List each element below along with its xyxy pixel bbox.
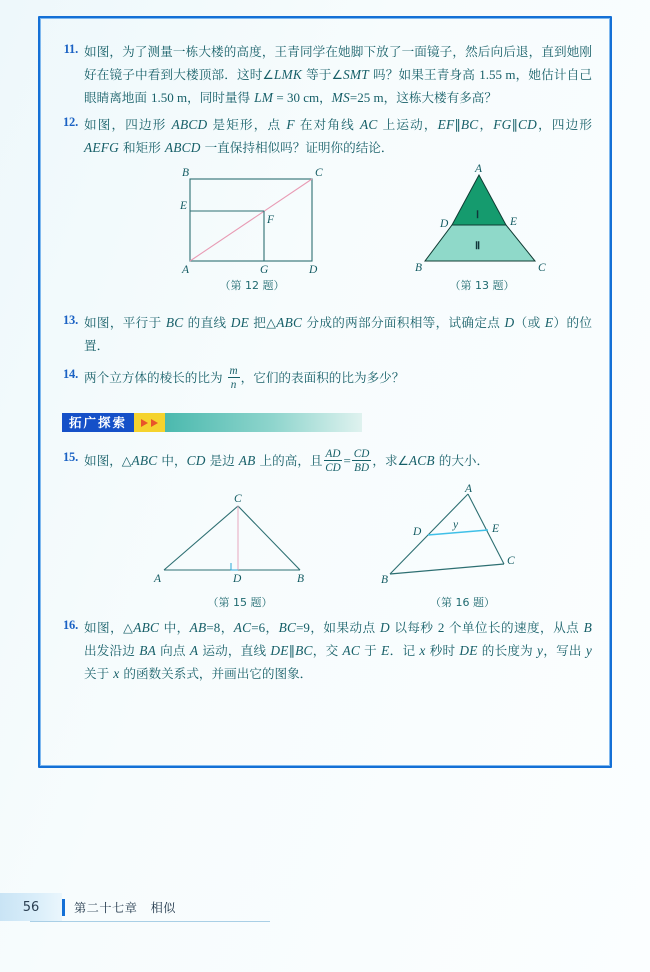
figure-12-label-D: D [309,264,318,275]
figure-12-label-C: C [315,167,323,179]
footer-divider [30,921,270,922]
figure-12-label-A: A [182,264,190,275]
triangle-right-icon [141,419,148,427]
figure-row-15-16 [62,484,592,610]
section-banner [62,413,362,432]
problem-13-text: 如图，平行于 BC 的直线 DE 把△ABC 分成的两部分面积相等，试确定点 D（或 E）的位置． [84,315,592,353]
page-footer [0,893,240,921]
fraction-m-over-n: $\frac{m}{n}$ [229,365,238,392]
problem-11-text: 如图，为了测量一栋大楼的高度，王青同学在她脚下放了一面镜子，然后向后退，直到她刚好在镜子中看到大楼顶部．这时∠LMK 等于∠SMT 吗？如果王青身高 1.55 m，她估计自己眼睛离地面 1.50 m，同时量得 LM = 30 cm，MS=25 m，这栋大楼有多高？ [84,44,593,105]
figure-15 [150,484,330,610]
figure-16-segment-label: y [453,519,459,532]
section-banner-label: 拓广探索 [62,413,134,432]
figure-13-label-D: D [440,218,449,230]
problem-16-number: 16. [62,618,78,633]
figure-15-label-B: B [297,573,305,585]
problem-14 [62,365,592,391]
problem-16-text: 如图，△ABC 中，AB=8，AC=6，BC=9，如果动点 D 以每秒 2 个单位长的速度，从点 B 出发沿边 BA 向点 A 运动，直线 DE∥BC，交 AC 于 E．记 x 秒时 DE 的长度为 y，写出 y 关于 x 的函数关系式，并画出它的图象． [84,620,592,682]
figure-13-region-2: Ⅱ [475,241,481,252]
figure-13-label-E: E [510,216,518,228]
figure-15-caption: （第 15 题） [207,596,273,610]
figure-16 [380,482,545,610]
figure-16-caption: （第 16 题） [430,596,495,610]
problem-12 [62,113,592,159]
figure-12-label-F: F [267,214,275,226]
figure-12 [172,165,332,293]
problem-14-text: 两个立方体的棱长的比为 $\frac{m}{n}$ ，它们的表面积的比为多少？ [84,365,405,392]
problem-15-number: 15. [62,450,78,465]
footer-chapter-title: 相似 [150,900,176,915]
figure-15-label-A: A [154,573,162,585]
section-banner-arrows [134,413,165,432]
figure-16-label-E: E [492,523,500,536]
figure-16-label-A: A [465,483,473,496]
figure-16-label-C: C [507,555,515,568]
figure-13 [407,163,557,293]
figure-16-svg [380,482,545,586]
problem-12-text: 如图，四边形 ABCD 是矩形，点 F 在对角线 AC 上运动，EF∥BC，FG∥CD，四边形 AEFG 和矩形 ABCD 一直保持相似吗？证明你的结论． [84,117,592,155]
footer-accent-bar [62,899,65,916]
problem-15 [62,448,592,474]
figure-12-label-B: B [182,167,190,179]
triangle-right-icon [151,419,158,427]
figure-12-caption: （第 12 题） [219,279,285,292]
problem-12-number: 12. [62,115,78,129]
section-banner-tail [165,413,362,432]
figure-12-svg [172,165,332,275]
exercise-content [62,40,592,689]
problem-15-text: 如图，△ABC 中，CD 是边 AB 上的高，且 $\frac{AD}{CD}$ = $\frac{CD}{BD}$ ，求∠ACB 的大小． [84,448,490,475]
figure-13-label-C: C [538,262,546,274]
problem-14-number: 14. [62,367,78,381]
problem-13 [62,311,592,357]
figure-13-label-A: A [475,163,483,175]
figure-13-label-B: B [415,262,423,274]
problem-11-number: 11. [63,42,78,56]
footer-chapter-number: 第二十七章 [74,900,138,915]
footer-chapter [74,899,176,916]
page-number: 56 [22,899,40,915]
fraction-ad-over-cd: $\frac{AD}{CD}$ [325,448,341,475]
problem-11 [62,40,592,109]
figure-row-12-13 [62,165,592,297]
fraction-cd-over-bd: $\frac{CD}{BD}$ [353,448,370,475]
figure-13-region-1: Ⅰ [476,210,480,221]
figure-12-label-G: G [260,264,269,275]
figure-16-label-D: D [413,526,422,539]
figure-16-label-B: B [381,574,389,587]
problem-13-number: 13. [62,313,78,327]
figure-12-label-E: E [180,200,188,212]
figure-15-label-D: D [233,573,242,585]
figure-13-caption: （第 13 题） [449,279,515,292]
figure-15-label-C: C [234,493,242,506]
problem-16 [62,616,592,685]
figure-13-svg [407,163,557,275]
figure-15-svg [150,484,330,584]
